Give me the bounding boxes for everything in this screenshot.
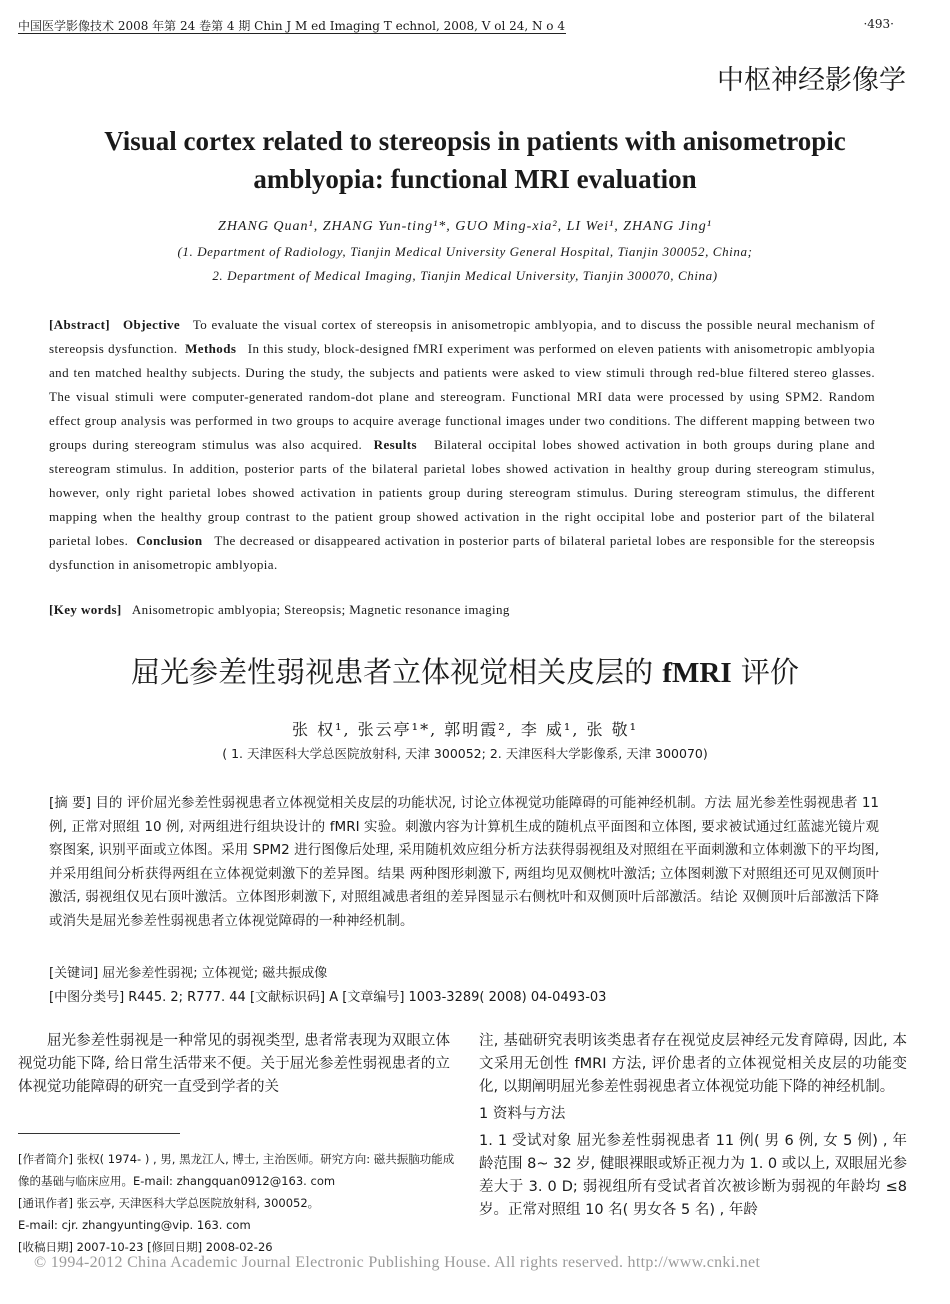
objective-label: Objective <box>123 317 181 332</box>
chinese-title-end: 评价 <box>731 655 799 689</box>
body-right-column <box>479 1030 907 1222</box>
chinese-keywords: [关键词] 屈光参差性弱视; 立体视觉; 磁共振成像 <box>49 966 328 981</box>
conclusion-label: Conclusion <box>136 533 203 548</box>
keywords-text: Anisometropic amblyopia; Stereopsis; Magnetic resonance imaging <box>131 602 510 617</box>
english-authors: ZHANG Quan¹, ZHANG Yun-ting¹*, GUO Ming-xia², LI Wei¹, ZHANG Jing¹ <box>218 219 712 234</box>
english-title <box>40 122 910 198</box>
chinese-title <box>0 650 930 691</box>
methods-label: Methods <box>185 341 237 356</box>
footnote-corresponding: [通讯作者] 张云亭, 天津医科大学总医院放射科, 300052。 <box>18 1196 320 1210</box>
conclusion-text: The decreased or disappeared activation in posterior parts of bilateral parietal lobes are responsible for the stereopsis dysfunction in anisometropic amblyopia. <box>49 533 876 572</box>
page-number: ·493· <box>863 17 894 31</box>
abstract-label: [Abstract] <box>49 317 111 332</box>
classification-info: [中图分类号] R445. 2; R777. 44 [文献标识码] A [文章编号] 1003-3289( 2008) 04-0493-03 <box>49 990 607 1005</box>
results-text: Bilateral occipital lobes showed activation in both groups during plane and stereogram stimulus. In addition, posterior parts of the bilateral parietal lobes showed activation in healthy group during stereogram stimulus, however, only right parietal lobes showed activation in patients group during stereogram stimulus. During stereogram stimulus, the different mapping when the healthy group contrast to the patient group showed activation in the right occipital lobe and posterior part of the bilateral parietal lobes. <box>49 437 875 548</box>
chinese-affiliation: ( 1. 天津医科大学总医院放射科, 天津 300052; 2. 天津医科大学影像系, 天津 300070) <box>222 746 708 761</box>
chinese-title-text: 屈光参差性弱视患者立体视觉相关皮层的 <box>131 655 663 689</box>
objective-text: To evaluate the visual cortex of stereopsis in anisometropic amblyopia, and to discuss the possible neural mechanism of stereopsis dysfunction. <box>49 317 875 356</box>
copyright-watermark: © 1994-2012 China Academic Journal Electronic Publishing House. All rights reserved. http://www.cnki.net <box>34 1254 761 1271</box>
english-title-line2: amblyopia: functional MRI evaluation <box>253 164 697 194</box>
section-title: 中枢神经影像学 <box>717 65 906 96</box>
english-title-line1: Visual cortex related to stereopsis in patients with anisometropic <box>104 126 846 156</box>
chinese-abstract: [摘 要] 目的 评价屈光参差性弱视患者立体视觉相关皮层的功能状况, 讨论立体视觉功能障碍的可能神经机制。方法 屈光参差性弱视患者 11 例, 正常对照组 10 例, 对两组进行组块设计的 fMRI 实验。刺激内容为计算机生成的随机点平面图和立体图, 要求被试通过红蓝滤光镜片观察图案, 识别平面或立体图。采用 SPM2 进行图像后处理, 采用随机效应组分析方法获得弱视组及对照组在平面刺激和立体刺激下的平均图, 并采用组间分析获得两组在立体视觉刺激下的差异图。结果 两种图形刺激下, 两组均见双侧枕叶激活; 立体图刺激下对照组还可见双侧顶叶激活, 弱视组仅见右顶叶激活。立体图形刺激下, 对照组减患者组的差异图显示右侧枕叶和双侧顶叶后部激活。结论 双侧顶叶后部激活下降或消失是屈光参差性弱视患者立体视觉障碍的一种神经机制。 <box>49 795 879 929</box>
english-affiliation-2: 2. Department of Medical Imaging, Tianjin Medical University, Tianjin 300070, China) <box>212 268 718 283</box>
english-abstract <box>49 313 875 577</box>
chinese-title-fmri: fMRI <box>662 657 732 689</box>
footnote-author-intro: [作者简介] 张权( 1974- ) , 男, 黑龙江人, 博士, 主治医师。研究方向: 磁共振脑功能成像的基础与临床应用。E-mail: zhangquan0912@163. com <box>18 1152 455 1188</box>
chinese-authors: 张 权¹, 张云亭¹*, 郭明霞², 李 威¹, 张 敬¹ <box>291 720 639 739</box>
english-keywords <box>49 602 510 618</box>
journal-header: 中国医学影像技术 2008 年第 24 卷第 4 期 Chin J M ed Imaging T echnol, 2008, V ol 24, N o 4 <box>18 19 565 33</box>
english-affiliation-1: (1. Department of Radiology, Tianjin Medical University General Hospital, Tianjin 300052, China; <box>177 244 753 259</box>
footnote-email: E-mail: cjr. zhangyunting@vip. 163. com <box>18 1218 251 1232</box>
results-label: Results <box>373 437 417 452</box>
subsection-paragraph: 1. 1 受试对象 屈光参差性弱视患者 11 例( 男 6 例, 女 5 例) , 年龄范围 8~ 32 岁, 健眼裸眼或矫正视力为 1. 0 或以上, 双眼屈光参差大于 3. 0 D; 弱视组所有受试者首次被诊断为弱视的年龄均 ≤8 岁。正常对照组 10 名( 男女各 5 名) , 年龄 <box>479 1133 907 1218</box>
body-left-paragraph: 屈光参差性弱视是一种常见的弱视类型, 患者常表现为双眼立体视觉功能下降, 给日常生活带来不便。关于屈光参差性弱视患者的立体视觉功能障碍的研究一直受到学者的关 <box>18 1033 450 1095</box>
footnote-dates: [收稿日期] 2007-10-23 [修回日期] 2008-02-26 <box>18 1240 273 1254</box>
body-right-paragraph: 注, 基础研究表明该类患者存在视觉皮层神经元发育障碍, 因此, 本文采用无创性 fMRI 方法, 评价患者的立体视觉相关皮层的功能变化, 以期阐明屈光参差性弱视患者立体视觉功能下降的神经机制。 <box>479 1033 907 1095</box>
keywords-label: [Key words] <box>49 602 122 617</box>
footnote-rule <box>18 1133 180 1134</box>
section-heading: 1 资料与方法 <box>479 1106 566 1122</box>
header-rule <box>18 33 566 34</box>
methods-text: In this study, block-designed fMRI experiment was performed on eleven patients with anisometropic amblyopia and ten matched healthy subjects. During the study, the subjects and patients were asked to view stimuli through red-blue filtered stereo glasses. The visual stimuli were computer-generated random-dot plane and stereogram. Functional MRI data were processed by using SPM2. Random effect group analysis was performed in two groups to acquire average functional images under two conditions. The different mapping between two groups during stereogram stimulus was also acquired. <box>49 341 876 452</box>
